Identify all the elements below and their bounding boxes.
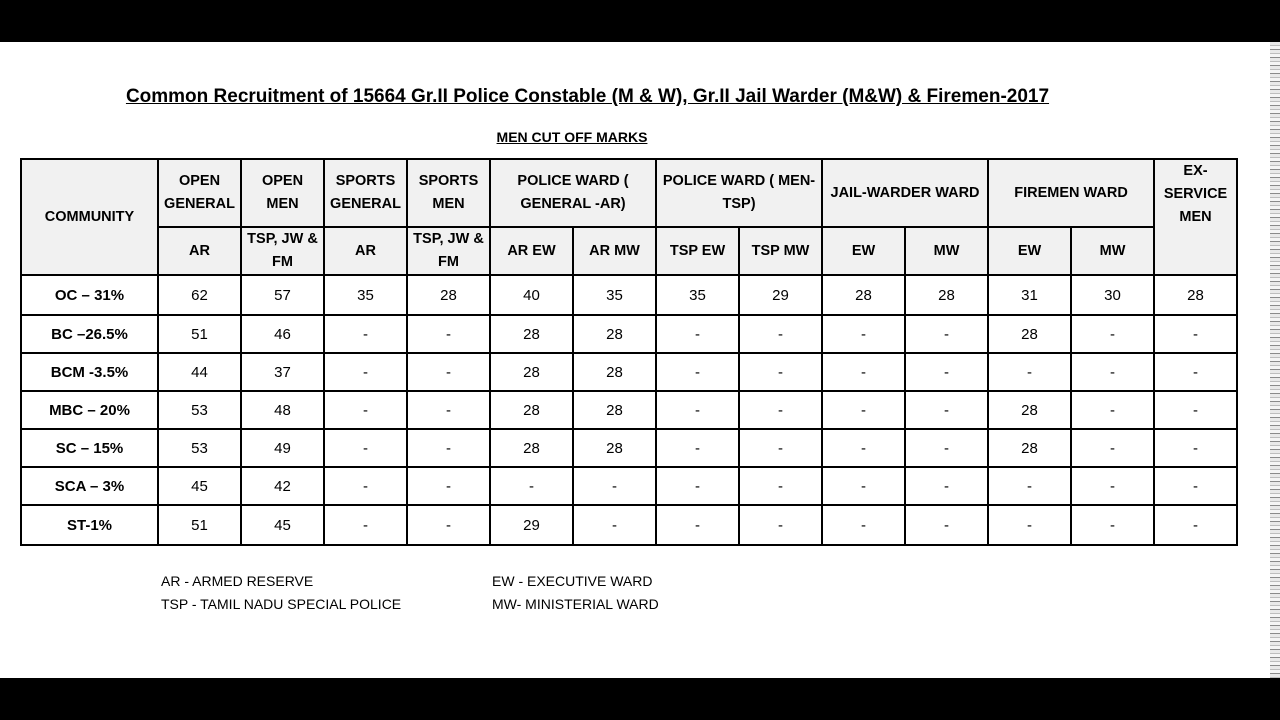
mark-cell: -: [1071, 429, 1154, 467]
mark-cell: 28: [573, 315, 656, 353]
mark-cell: -: [905, 353, 988, 391]
mark-cell: 28: [988, 429, 1071, 467]
mark-cell: -: [656, 353, 739, 391]
document-title: Common Recruitment of 15664 Gr.II Police Constable (M & W), Gr.II Jail Warder (M&W) & Firemen-2017: [125, 86, 1050, 107]
mark-cell: 28: [988, 391, 1071, 429]
mark-cell: 49: [241, 429, 324, 467]
mark-cell: 28: [822, 275, 905, 315]
community-cell: SCA – 3%: [21, 467, 158, 505]
mark-cell: -: [407, 429, 490, 467]
mark-cell: 35: [324, 275, 407, 315]
legend-item: MW- MINISTERIAL WARD: [492, 596, 659, 612]
header-sports-general: SPORTS GENERAL: [324, 159, 407, 227]
mark-cell: 28: [1154, 275, 1237, 315]
mark-cell: 28: [490, 315, 573, 353]
header-firemen-ward: FIREMEN WARD: [988, 159, 1154, 227]
header-police-ward-general: POLICE WARD ( GENERAL -AR): [490, 159, 656, 227]
mark-cell: 28: [573, 391, 656, 429]
mark-cell: -: [822, 391, 905, 429]
mark-cell: -: [905, 505, 988, 545]
mark-cell: -: [324, 429, 407, 467]
community-cell: BC –26.5%: [21, 315, 158, 353]
subheader-cell: TSP MW: [739, 227, 822, 275]
mark-cell: 30: [1071, 275, 1154, 315]
legend-item: TSP - TAMIL NADU SPECIAL POLICE: [161, 596, 402, 612]
mark-cell: 53: [158, 429, 241, 467]
mark-cell: -: [988, 467, 1071, 505]
mark-cell: 28: [988, 315, 1071, 353]
mark-cell: -: [407, 467, 490, 505]
subheader-cell: TSP, JW & FM: [241, 227, 324, 275]
mark-cell: -: [1154, 467, 1237, 505]
header-open-general: OPEN GENERAL: [158, 159, 241, 227]
mark-cell: -: [988, 505, 1071, 545]
legend-item: EW - EXECUTIVE WARD: [492, 573, 653, 589]
subheader-cell: MW: [905, 227, 988, 275]
subheader-cell: AR EW: [490, 227, 573, 275]
mark-cell: -: [905, 391, 988, 429]
mark-cell: -: [739, 315, 822, 353]
mark-cell: 35: [573, 275, 656, 315]
mark-cell: 28: [905, 275, 988, 315]
mark-cell: 51: [158, 505, 241, 545]
mark-cell: -: [1071, 505, 1154, 545]
mark-cell: 35: [656, 275, 739, 315]
mark-cell: -: [656, 505, 739, 545]
legend-item: AR - ARMED RESERVE: [161, 573, 314, 589]
community-cell: SC – 15%: [21, 429, 158, 467]
mark-cell: 45: [241, 505, 324, 545]
subheader-cell: AR MW: [573, 227, 656, 275]
mark-cell: -: [573, 505, 656, 545]
legend-right: [492, 570, 659, 616]
mark-cell: -: [324, 353, 407, 391]
mark-cell: -: [324, 391, 407, 429]
mark-cell: -: [1154, 353, 1237, 391]
table-row: [21, 391, 1237, 429]
header-sports-men: SPORTS MEN: [407, 159, 490, 227]
mark-cell: -: [822, 353, 905, 391]
mark-cell: -: [656, 391, 739, 429]
mark-cell: -: [739, 429, 822, 467]
mark-cell: -: [822, 505, 905, 545]
scan-artifact-strip: [1270, 42, 1280, 678]
mark-cell: -: [324, 505, 407, 545]
subheader-cell: AR: [324, 227, 407, 275]
mark-cell: -: [573, 467, 656, 505]
header-open-men: OPEN MEN: [241, 159, 324, 227]
mark-cell: -: [324, 467, 407, 505]
table-row: [21, 429, 1237, 467]
mark-cell: 29: [490, 505, 573, 545]
mark-cell: -: [1154, 429, 1237, 467]
table-body: [21, 275, 1237, 545]
mark-cell: -: [988, 353, 1071, 391]
community-cell: ST-1%: [21, 505, 158, 545]
mark-cell: -: [407, 505, 490, 545]
mark-cell: 51: [158, 315, 241, 353]
mark-cell: 28: [490, 353, 573, 391]
table-row: [21, 467, 1237, 505]
table-header-row: [21, 159, 1237, 227]
mark-cell: 31: [988, 275, 1071, 315]
mark-cell: 44: [158, 353, 241, 391]
mark-cell: -: [739, 467, 822, 505]
mark-cell: 40: [490, 275, 573, 315]
table-row: [21, 275, 1237, 315]
subheader-cell: TSP EW: [656, 227, 739, 275]
mark-cell: 48: [241, 391, 324, 429]
table-row: [21, 315, 1237, 353]
mark-cell: 42: [241, 467, 324, 505]
community-cell: OC – 31%: [21, 275, 158, 315]
header-community: COMMUNITY: [21, 159, 158, 275]
mark-cell: 62: [158, 275, 241, 315]
mark-cell: 57: [241, 275, 324, 315]
legend-left: [161, 570, 401, 616]
mark-cell: -: [490, 467, 573, 505]
mark-cell: -: [1071, 353, 1154, 391]
community-cell: MBC – 20%: [21, 391, 158, 429]
header-jail-warder-ward: JAIL-WARDER WARD: [822, 159, 988, 227]
mark-cell: 45: [158, 467, 241, 505]
subheader-cell: MW: [1071, 227, 1154, 275]
mark-cell: -: [1154, 315, 1237, 353]
mark-cell: -: [656, 315, 739, 353]
mark-cell: -: [739, 391, 822, 429]
mark-cell: 28: [490, 391, 573, 429]
mark-cell: -: [822, 467, 905, 505]
mark-cell: -: [407, 315, 490, 353]
mark-cell: -: [1071, 315, 1154, 353]
mark-cell: -: [905, 467, 988, 505]
cutoff-marks-table: [20, 158, 1238, 546]
table-row: [21, 353, 1237, 391]
subheader-cell: EW: [822, 227, 905, 275]
mark-cell: 46: [241, 315, 324, 353]
mark-cell: -: [407, 353, 490, 391]
mark-cell: -: [407, 391, 490, 429]
mark-cell: -: [905, 315, 988, 353]
mark-cell: -: [739, 505, 822, 545]
table-row: [21, 505, 1237, 545]
mark-cell: -: [822, 429, 905, 467]
subheader-cell: AR: [158, 227, 241, 275]
table-subheader-row: [21, 227, 1237, 275]
subheader-cell: TSP, JW & FM: [407, 227, 490, 275]
mark-cell: 28: [573, 429, 656, 467]
mark-cell: 53: [158, 391, 241, 429]
mark-cell: -: [1071, 391, 1154, 429]
subheader-cell: EW: [988, 227, 1071, 275]
document-page: [0, 42, 1270, 678]
mark-cell: -: [905, 429, 988, 467]
mark-cell: 28: [407, 275, 490, 315]
mark-cell: -: [1154, 391, 1237, 429]
header-ex-service-men: EX-SERVICE MEN: [1154, 159, 1237, 275]
mark-cell: -: [822, 315, 905, 353]
mark-cell: -: [324, 315, 407, 353]
table-subtitle: MEN CUT OFF MARKS: [496, 129, 648, 145]
mark-cell: -: [656, 429, 739, 467]
mark-cell: 37: [241, 353, 324, 391]
mark-cell: -: [1071, 467, 1154, 505]
mark-cell: 29: [739, 275, 822, 315]
header-police-ward-men: POLICE WARD ( MEN-TSP): [656, 159, 822, 227]
mark-cell: -: [739, 353, 822, 391]
community-cell: BCM -3.5%: [21, 353, 158, 391]
mark-cell: -: [656, 467, 739, 505]
mark-cell: 28: [573, 353, 656, 391]
mark-cell: -: [1154, 505, 1237, 545]
mark-cell: 28: [490, 429, 573, 467]
